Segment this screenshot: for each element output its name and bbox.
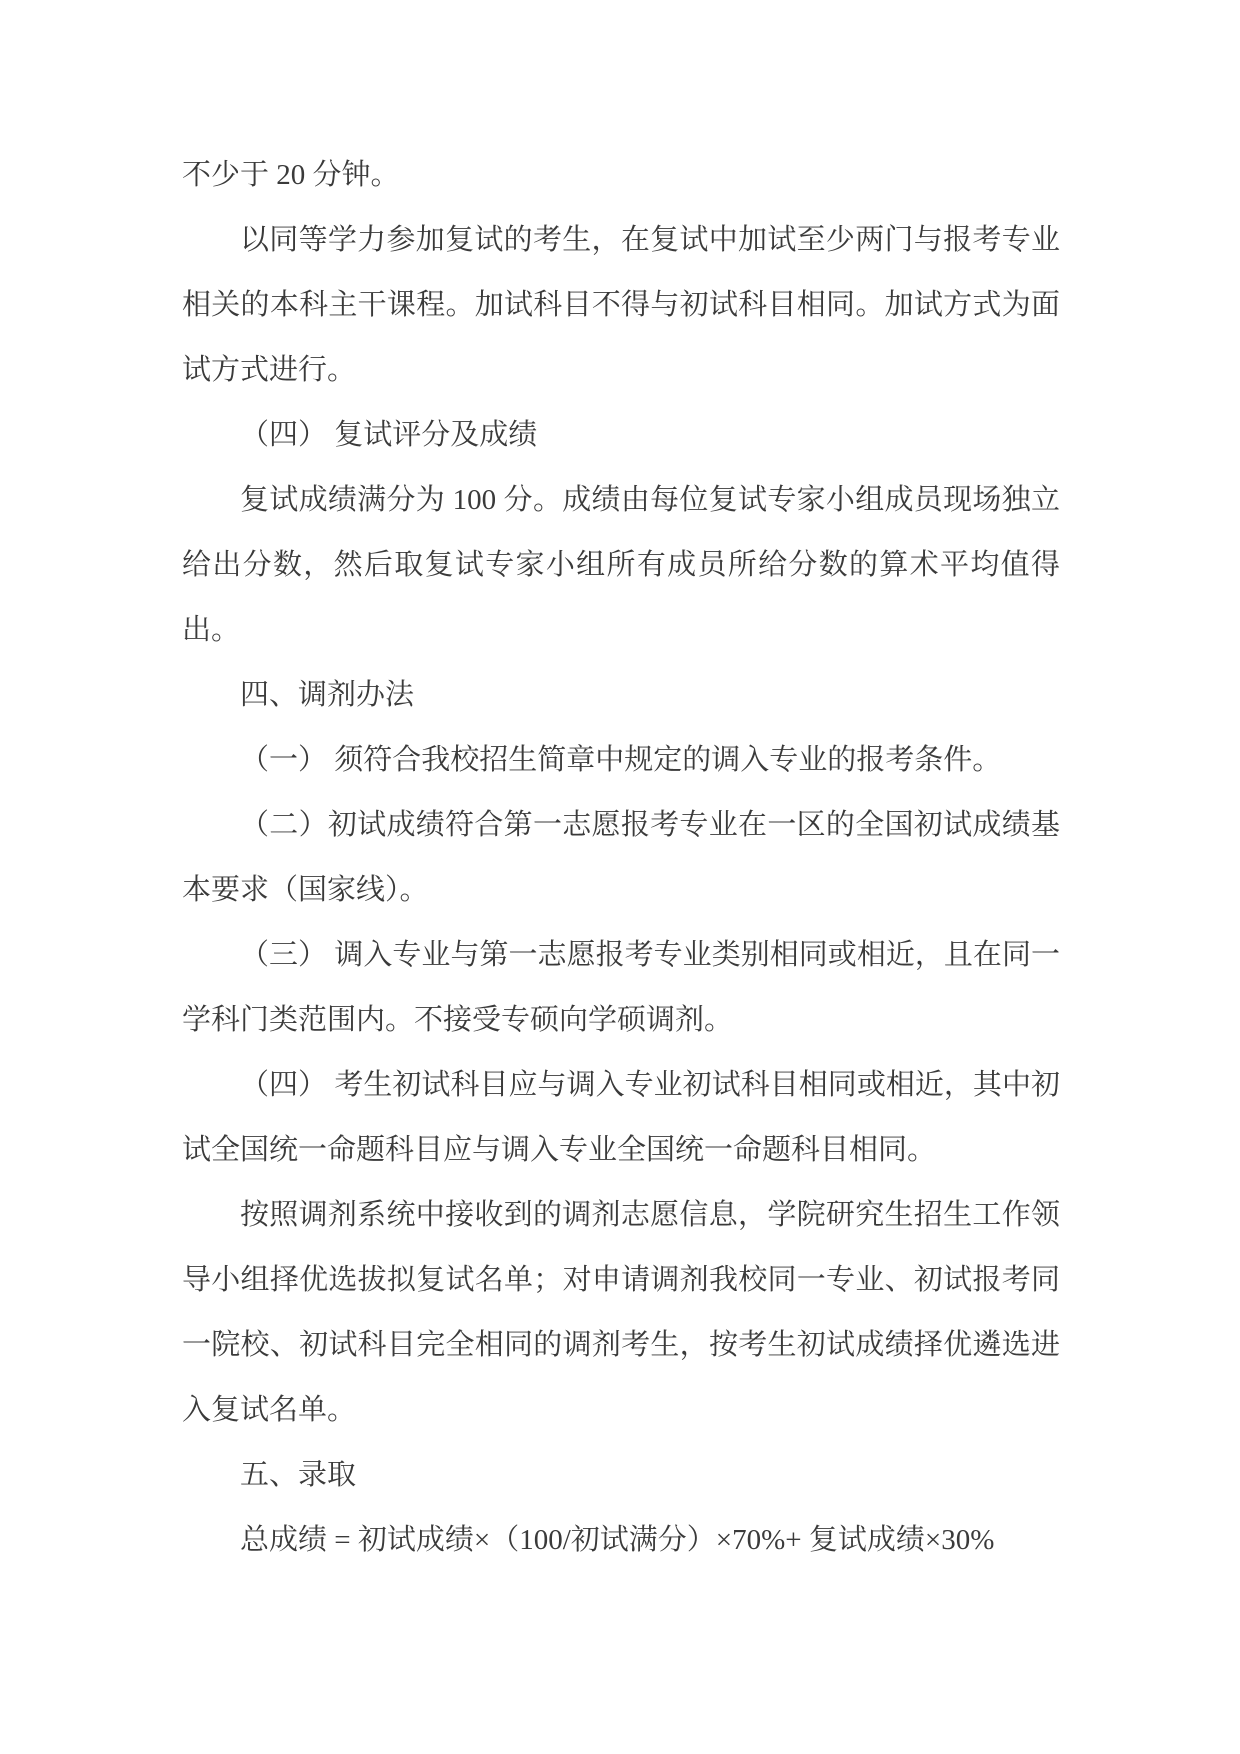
- text-line: 给出分数，然后取复试专家小组所有成员所给分数的算术平均值得: [182, 549, 1060, 581]
- text-line: 五、录取: [240, 1459, 357, 1491]
- text-line: （二）初试成绩符合第一志愿报考专业在一区的全国初试成绩基: [240, 809, 1060, 841]
- text-line: （四） 复试评分及成绩: [240, 419, 538, 451]
- text-line: （一） 须符合我校招生简章中规定的调入专业的报考条件。: [240, 744, 1002, 776]
- text-line: 按照调剂系统中接收到的调剂志愿信息，学院研究生招生工作领: [240, 1199, 1060, 1231]
- text-line: 以同等学力参加复试的考生，在复试中加试至少两门与报考专业: [240, 224, 1060, 256]
- text-line: 复试成绩满分为 100 分。成绩由每位复试专家小组成员现场独立: [240, 484, 1060, 516]
- text-line: 试全国统一命题科目应与调入专业全国统一命题科目相同。: [182, 1134, 937, 1166]
- text-line: 本要求（国家线）。: [182, 874, 429, 906]
- text-line: 入复试名单。: [182, 1394, 357, 1426]
- text-line: 不少于 20 分钟。: [182, 159, 400, 191]
- text-line: 总成绩 = 初试成绩×（100/初试满分）×70%+ 复试成绩×30%: [240, 1524, 995, 1556]
- text-line: 四、调剂办法: [240, 679, 415, 711]
- text-line: 导小组择优选拔拟复试名单；对申请调剂我校同一专业、初试报考同: [182, 1264, 1060, 1296]
- text-line: 出。: [182, 614, 241, 646]
- text-line: 一院校、初试科目完全相同的调剂考生，按考生初试成绩择优遴选进: [182, 1329, 1060, 1361]
- text-line: 试方式进行。: [182, 354, 357, 386]
- text-line: （四） 考生初试科目应与调入专业初试科目相同或相近，其中初: [240, 1069, 1060, 1101]
- text-line: 学科门类范围内。不接受专硕向学硕调剂。: [182, 1004, 734, 1036]
- text-line: 相关的本科主干课程。加试科目不得与初试科目相同。加试方式为面: [182, 289, 1060, 321]
- text-line: （三） 调入专业与第一志愿报考专业类别相同或相近，且在同一: [240, 939, 1060, 971]
- document-page: [182, 143, 1060, 1573]
